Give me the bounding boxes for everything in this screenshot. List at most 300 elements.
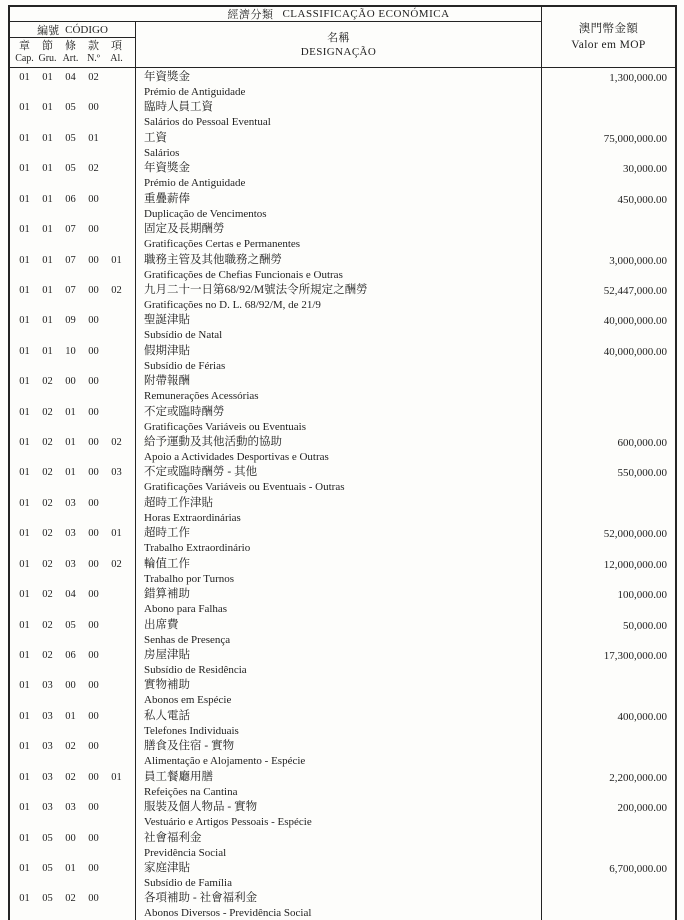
code-gru-value: 02 xyxy=(42,589,53,601)
code-cap-value: 01 xyxy=(19,467,30,479)
code-col-al-zh: 項 xyxy=(111,40,122,52)
code-col-cap-zh: 章 xyxy=(19,40,30,52)
code-cells xyxy=(10,829,136,859)
designation-cell xyxy=(136,494,542,524)
code-gru-value: 05 xyxy=(42,832,53,844)
code-col-gru-pt: Gru. xyxy=(38,53,57,64)
code-n-value: 00 xyxy=(88,315,99,327)
code-cells xyxy=(10,768,136,798)
designation-pt-value: Subsídio de Residência xyxy=(144,664,247,677)
designation-cell xyxy=(136,403,542,433)
table-row xyxy=(10,190,675,220)
table-row xyxy=(10,585,675,615)
amount-cell xyxy=(542,433,675,463)
code-gru-value: 05 xyxy=(42,862,53,874)
code-cap-value: 01 xyxy=(19,193,30,205)
code-col-art-pt: Art. xyxy=(62,53,79,64)
designation-cell xyxy=(136,129,542,159)
code-gru-value: 02 xyxy=(42,467,53,479)
code-al-value xyxy=(105,71,128,84)
amount-cell xyxy=(542,220,675,250)
code-n-value: 00 xyxy=(88,254,99,266)
designation-zh-value: 錯算補助 xyxy=(144,588,190,601)
table-row xyxy=(10,555,675,585)
designation-pt-value: Remunerações Acessórias xyxy=(144,390,259,403)
code-n-value: 00 xyxy=(88,558,99,570)
code-n-value: 00 xyxy=(88,862,99,874)
designation-pt-value: Prémio de Antiguidade xyxy=(144,177,246,190)
code-cap-value: 01 xyxy=(19,528,30,540)
amount-cell xyxy=(542,372,675,402)
designation-pt-value: Prémio de Antiguidade xyxy=(144,86,246,98)
amount-header-pt: Valor em MOP xyxy=(571,39,646,51)
designation-cell xyxy=(136,281,542,311)
amount-value: 600,000.00 xyxy=(617,437,667,450)
code-art-value: 07 xyxy=(65,224,76,236)
code-n-value: 00 xyxy=(88,376,99,388)
code-gru-value: 03 xyxy=(42,680,53,692)
designation-pt-value: Apoio a Actividades Desportivas e Outras xyxy=(144,451,329,464)
designation-zh-value: 不定或臨時酬勞 - 其他 xyxy=(144,466,258,479)
code-col-cap-pt: Cap. xyxy=(15,53,34,64)
amount-cell xyxy=(542,585,675,615)
code-columns-pt xyxy=(10,53,135,65)
amount-value: 200,000.00 xyxy=(617,802,667,815)
designation-pt-value: Abonos Diversos - Previdência Social xyxy=(144,907,312,920)
code-cap-value: 01 xyxy=(19,315,30,327)
code-art-value: 01 xyxy=(65,406,76,418)
code-n-value: 00 xyxy=(88,528,99,540)
code-cells xyxy=(10,281,136,311)
designation-cell xyxy=(136,342,542,372)
code-n-value: 00 xyxy=(88,284,99,296)
designation-pt-value: Alimentação e Alojamento - Espécie xyxy=(144,755,306,768)
amount-cell xyxy=(542,737,675,767)
code-art-value: 03 xyxy=(65,528,76,540)
code-al-value xyxy=(105,710,128,723)
code-cells xyxy=(10,646,136,676)
code-gru-value: 01 xyxy=(42,224,53,236)
amount-cell xyxy=(542,342,675,372)
code-n-value: 00 xyxy=(88,832,99,844)
code-cap-value: 01 xyxy=(19,224,30,236)
code-n-value: 00 xyxy=(88,680,99,692)
designation-zh-value: 超時工作 xyxy=(144,527,190,540)
code-cells xyxy=(10,859,136,889)
amount-value: 75,000,000.00 xyxy=(603,132,667,145)
code-cells xyxy=(10,403,136,433)
code-n-value: 00 xyxy=(88,589,99,601)
code-al-value: 02 xyxy=(111,437,122,449)
designation-pt-value: Subsídio de Férias xyxy=(144,359,226,372)
code-cap-value: 01 xyxy=(19,832,30,844)
code-art-value: 07 xyxy=(65,284,76,296)
designation-pt-value: Senhas de Presença xyxy=(144,633,231,646)
code-art-value: 04 xyxy=(65,589,76,601)
designation-zh-value: 私人電話 xyxy=(144,709,190,722)
designation-zh-value: 不定或臨時酬勞 xyxy=(144,405,225,418)
amount-cell xyxy=(542,129,675,159)
designation-cell xyxy=(136,220,542,250)
designation-cell xyxy=(136,433,542,463)
code-cells xyxy=(10,737,136,767)
code-cap-value: 01 xyxy=(19,802,30,814)
code-al-value xyxy=(105,892,128,905)
designation-pt-value: Abonos em Espécie xyxy=(144,694,232,707)
designation-zh-value: 重疊薪俸 xyxy=(144,192,190,205)
code-n-value: 00 xyxy=(88,771,99,783)
designation-pt-value: Salários do Pessoal Eventual xyxy=(144,116,271,129)
header-sub-row xyxy=(10,22,541,67)
designation-pt-value: Gratificações no D. L. 68/92/M, de 21/9 xyxy=(144,298,321,311)
amount-cell xyxy=(542,829,675,859)
amount-cell xyxy=(542,311,675,341)
code-art-value: 05 xyxy=(65,163,76,175)
designation-zh-value: 聖誕津貼 xyxy=(144,314,190,327)
table-row xyxy=(10,68,675,98)
amount-value: 100,000.00 xyxy=(617,589,667,602)
code-cap-value: 01 xyxy=(19,497,30,509)
amount-value: 550,000.00 xyxy=(617,467,667,480)
code-gru-value: 02 xyxy=(42,528,53,540)
code-gru-value: 02 xyxy=(42,406,53,418)
code-col-art-zh: 條 xyxy=(65,40,76,52)
designation-pt-value: Subsídio de Natal xyxy=(144,329,223,342)
designation-pt-value: Subsídio de Família xyxy=(144,876,232,889)
code-al-value xyxy=(105,497,128,510)
code-n-value: 00 xyxy=(88,893,99,905)
code-gru-value: 05 xyxy=(42,893,53,905)
code-art-value: 02 xyxy=(65,741,76,753)
amount-cell xyxy=(542,251,675,281)
table-row xyxy=(10,159,675,189)
code-art-value: 07 xyxy=(65,254,76,266)
code-cap-value: 01 xyxy=(19,893,30,905)
code-cells xyxy=(10,372,136,402)
code-al-value: 02 xyxy=(111,558,122,570)
code-cap-value: 01 xyxy=(19,163,30,175)
designation-cell xyxy=(136,859,542,889)
classification-header xyxy=(10,7,541,22)
code-cells xyxy=(10,463,136,493)
table-row xyxy=(10,798,675,828)
code-al-value xyxy=(105,588,128,601)
table-body xyxy=(10,68,675,920)
code-cells xyxy=(10,494,136,524)
designation-pt-value: Vestuário e Artigos Pessoais - Espécie xyxy=(144,816,312,829)
code-art-value: 00 xyxy=(65,376,76,388)
designation-header xyxy=(136,22,541,67)
designation-pt-value: Gratificações Variáveis ou Eventuais - Outras xyxy=(144,481,345,494)
table-row xyxy=(10,524,675,554)
code-al-value: 02 xyxy=(111,284,122,296)
amount-value: 12,000,000.00 xyxy=(603,558,667,571)
code-al-value xyxy=(105,619,128,632)
amount-cell xyxy=(542,768,675,798)
amount-cell xyxy=(542,494,675,524)
code-n-value: 02 xyxy=(88,163,99,175)
amount-cell xyxy=(542,616,675,646)
designation-cell xyxy=(136,616,542,646)
code-gru-value: 01 xyxy=(42,102,53,114)
code-art-value: 01 xyxy=(65,862,76,874)
amount-value: 52,000,000.00 xyxy=(603,528,667,541)
designation-header-zh: 名稱 xyxy=(327,31,350,44)
code-gru-value: 01 xyxy=(42,132,53,144)
code-gru-value: 02 xyxy=(42,497,53,509)
code-cells xyxy=(10,585,136,615)
amount-cell xyxy=(542,555,675,585)
amount-cell xyxy=(542,68,675,98)
designation-zh-value: 社會福利金 xyxy=(144,831,202,844)
designation-cell xyxy=(136,585,542,615)
code-n-value: 00 xyxy=(88,802,99,814)
designation-cell xyxy=(136,555,542,585)
designation-pt-value: Gratificações de Chefias Funcionais e Outras xyxy=(144,268,343,281)
code-cells xyxy=(10,68,136,98)
table-row xyxy=(10,251,675,281)
code-gru-value: 02 xyxy=(42,619,53,631)
designation-cell xyxy=(136,311,542,341)
code-n-value: 01 xyxy=(88,132,99,144)
code-n-value: 00 xyxy=(88,741,99,753)
amount-cell xyxy=(542,707,675,737)
code-cells xyxy=(10,889,136,919)
code-n-value: 00 xyxy=(88,619,99,631)
designation-zh-value: 附帶報酬 xyxy=(144,375,190,388)
code-cells xyxy=(10,251,136,281)
code-al-value: 01 xyxy=(111,771,122,783)
code-al-value: 01 xyxy=(111,254,122,266)
table-row xyxy=(10,646,675,676)
code-al-value xyxy=(105,314,128,327)
code-n-value: 00 xyxy=(88,437,99,449)
designation-zh-value: 膳食及住宿 - 實物 xyxy=(144,740,235,753)
code-cells xyxy=(10,311,136,341)
code-gru-value: 01 xyxy=(42,345,53,357)
code-al-value xyxy=(105,162,128,175)
classification-header-zh: 經濟分類 xyxy=(227,9,274,21)
code-cells xyxy=(10,555,136,585)
designation-pt-value: Gratificações Variáveis ou Eventuais xyxy=(144,420,306,433)
code-art-value: 01 xyxy=(65,437,76,449)
designation-zh-value: 工資 xyxy=(144,131,167,144)
amount-cell xyxy=(542,403,675,433)
designation-cell xyxy=(136,372,542,402)
code-cap-value: 01 xyxy=(19,72,30,83)
code-gru-value: 02 xyxy=(42,376,53,388)
code-gru-value: 01 xyxy=(42,254,53,266)
designation-zh-value: 年資獎金 xyxy=(144,71,190,83)
code-col-n-pt: N.º xyxy=(87,53,100,64)
designation-cell xyxy=(136,251,542,281)
table-row xyxy=(10,220,675,250)
table-row xyxy=(10,889,675,919)
code-gru-value: 02 xyxy=(42,437,53,449)
amount-value: 50,000.00 xyxy=(623,619,667,632)
designation-zh-value: 服裝及個人物品 - 實物 xyxy=(144,801,258,814)
designation-zh-value: 假期津貼 xyxy=(144,344,190,357)
code-cap-value: 01 xyxy=(19,862,30,874)
code-cap-value: 01 xyxy=(19,680,30,692)
code-gru-value: 01 xyxy=(42,284,53,296)
code-al-value xyxy=(105,832,128,845)
amount-cell xyxy=(542,646,675,676)
code-header-title xyxy=(10,22,135,38)
table-row xyxy=(10,98,675,128)
amount-cell xyxy=(542,281,675,311)
table-row xyxy=(10,494,675,524)
designation-cell xyxy=(136,524,542,554)
designation-zh-value: 房屋津貼 xyxy=(144,649,190,662)
designation-zh-value: 輪值工作 xyxy=(144,557,190,570)
code-cap-value: 01 xyxy=(19,406,30,418)
designation-cell xyxy=(136,68,542,98)
code-cap-value: 01 xyxy=(19,284,30,296)
code-cells xyxy=(10,129,136,159)
amount-value: 2,200,000.00 xyxy=(609,771,667,784)
code-cap-value: 01 xyxy=(19,437,30,449)
amount-value: 3,000,000.00 xyxy=(609,254,667,267)
designation-zh-value: 給予運動及其他活動的協助 xyxy=(144,436,282,449)
code-n-value: 00 xyxy=(88,497,99,509)
code-col-n-zh: 款 xyxy=(88,40,99,52)
amount-value: 40,000,000.00 xyxy=(603,345,667,358)
table-row xyxy=(10,129,675,159)
designation-cell xyxy=(136,676,542,706)
code-cells xyxy=(10,676,136,706)
code-header-pt: CÓDIGO xyxy=(65,23,108,36)
code-al-value xyxy=(105,801,128,814)
code-cap-value: 01 xyxy=(19,132,30,144)
code-al-value: 01 xyxy=(111,528,122,540)
designation-cell xyxy=(136,646,542,676)
designation-zh-value: 固定及長期酬勞 xyxy=(144,223,225,236)
designation-cell xyxy=(136,463,542,493)
amount-cell xyxy=(542,159,675,189)
code-header xyxy=(10,22,136,67)
code-al-value xyxy=(105,740,128,753)
table-row xyxy=(10,707,675,737)
amount-cell xyxy=(542,798,675,828)
designation-pt-value: Previdência Social xyxy=(144,846,227,859)
amount-value: 40,000,000.00 xyxy=(603,315,667,328)
table-row xyxy=(10,433,675,463)
code-al-value xyxy=(105,345,128,358)
code-art-value: 00 xyxy=(65,832,76,844)
code-cells xyxy=(10,524,136,554)
code-col-al-pt: Al. xyxy=(110,53,123,64)
code-al-value xyxy=(105,679,128,692)
amount-value: 30,000.00 xyxy=(623,163,667,176)
designation-cell xyxy=(136,829,542,859)
designation-cell xyxy=(136,889,542,919)
code-cells xyxy=(10,159,136,189)
designation-cell xyxy=(136,737,542,767)
code-al-value xyxy=(105,406,128,419)
code-art-value: 02 xyxy=(65,771,76,783)
designation-cell xyxy=(136,798,542,828)
code-art-value: 02 xyxy=(65,893,76,905)
code-n-value: 00 xyxy=(88,650,99,662)
designation-zh-value: 出席費 xyxy=(144,618,179,631)
code-cells xyxy=(10,342,136,372)
designation-zh-value: 家庭津貼 xyxy=(144,861,190,874)
code-n-value: 00 xyxy=(88,193,99,205)
code-cap-value: 01 xyxy=(19,558,30,570)
designation-zh-value: 超時工作津貼 xyxy=(144,496,213,509)
designation-pt-value: Gratificações Certas e Permanentes xyxy=(144,238,301,251)
amount-cell xyxy=(542,859,675,889)
code-cells xyxy=(10,433,136,463)
code-header-zh: 編號 xyxy=(37,24,60,37)
code-art-value: 10 xyxy=(65,345,76,357)
designation-zh-value: 員工餐廳用膳 xyxy=(144,770,213,783)
code-n-value: 00 xyxy=(88,224,99,236)
code-cap-value: 01 xyxy=(19,650,30,662)
code-cap-value: 01 xyxy=(19,589,30,601)
code-al-value: 03 xyxy=(111,467,122,479)
designation-pt-value: Trabalho Extraordinário xyxy=(144,542,251,555)
code-art-value: 03 xyxy=(65,497,76,509)
code-gru-value: 01 xyxy=(42,193,53,205)
amount-cell xyxy=(542,463,675,493)
code-art-value: 09 xyxy=(65,315,76,327)
table-row xyxy=(10,403,675,433)
code-gru-value: 01 xyxy=(42,163,53,175)
designation-pt-value: Trabalho por Turnos xyxy=(144,572,235,585)
code-al-value xyxy=(105,132,128,145)
designation-cell xyxy=(136,159,542,189)
code-art-value: 04 xyxy=(65,72,76,83)
code-n-value: 00 xyxy=(88,467,99,479)
code-al-value xyxy=(105,223,128,236)
amount-cell xyxy=(542,676,675,706)
code-art-value: 05 xyxy=(65,132,76,144)
code-art-value: 00 xyxy=(65,680,76,692)
designation-zh-value: 臨時人員工資 xyxy=(144,101,213,114)
table-row xyxy=(10,737,675,767)
code-cap-value: 01 xyxy=(19,345,30,357)
code-al-value xyxy=(105,375,128,388)
table-row xyxy=(10,342,675,372)
designation-zh-value: 九月二十一日第68/92/M號法令所規定之酬勞 xyxy=(144,283,368,296)
code-art-value: 05 xyxy=(65,102,76,114)
code-cap-value: 01 xyxy=(19,102,30,114)
code-gru-value: 02 xyxy=(42,558,53,570)
designation-zh-value: 年資獎金 xyxy=(144,162,190,175)
designation-header-pt: DESIGNAÇÃO xyxy=(300,45,377,58)
table-row xyxy=(10,372,675,402)
code-columns-zh xyxy=(10,39,135,53)
amount-cell xyxy=(542,98,675,128)
designation-zh-value: 各項補助 - 社會福利金 xyxy=(144,892,258,905)
code-n-value: 00 xyxy=(88,710,99,722)
code-cells xyxy=(10,616,136,646)
table-header xyxy=(10,7,675,68)
designation-pt-value: Abono para Falhas xyxy=(144,603,228,616)
amount-cell xyxy=(542,889,675,919)
code-cells xyxy=(10,707,136,737)
designation-cell xyxy=(136,768,542,798)
amount-value: 17,300,000.00 xyxy=(603,650,667,663)
code-gru-value: 03 xyxy=(42,710,53,722)
code-cap-value: 01 xyxy=(19,376,30,388)
code-al-value xyxy=(105,649,128,662)
code-col-gru-zh: 節 xyxy=(42,40,53,52)
designation-cell xyxy=(136,98,542,128)
code-gru-value: 02 xyxy=(42,650,53,662)
